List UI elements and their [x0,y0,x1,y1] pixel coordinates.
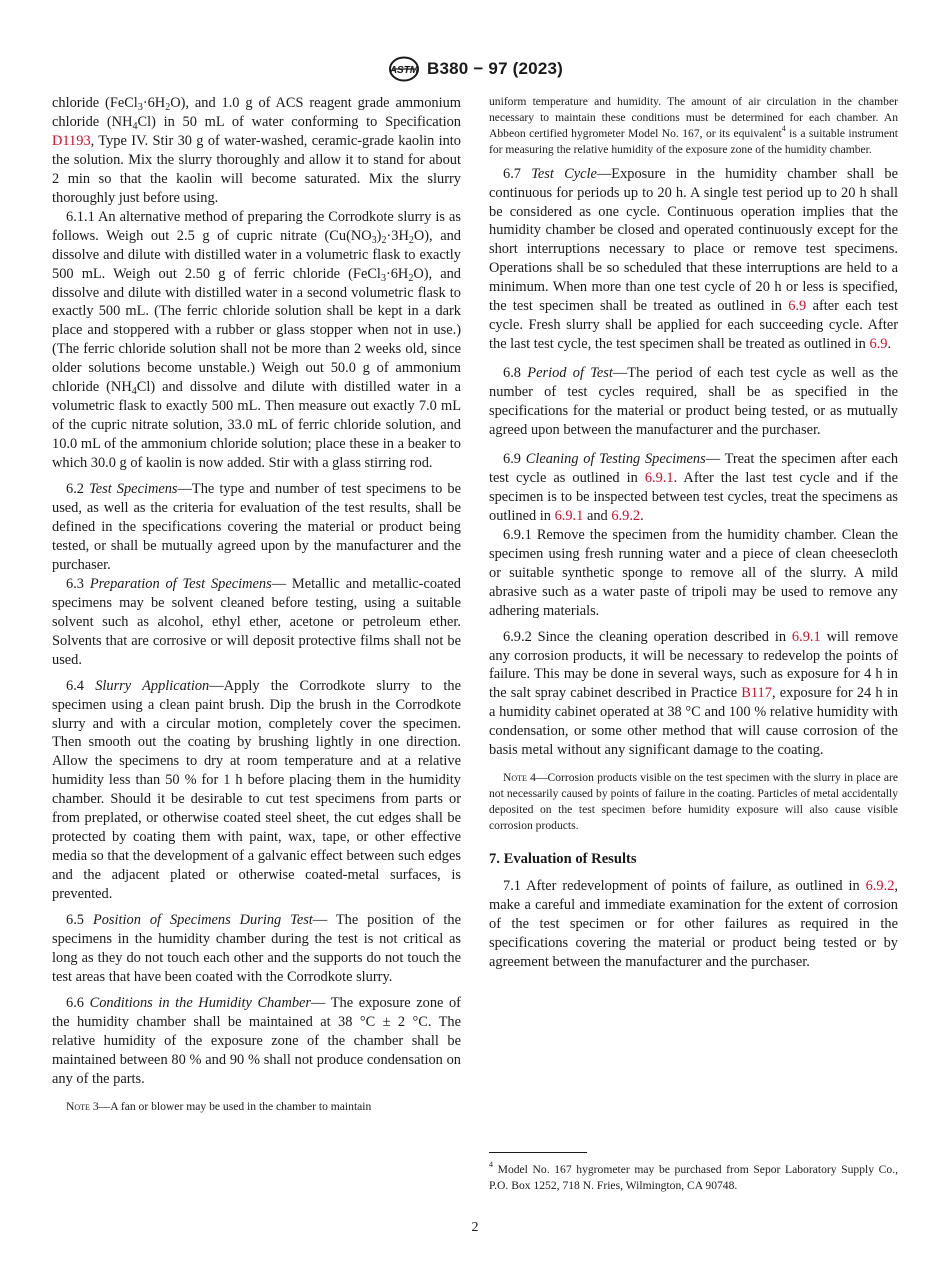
paragraph-6-2: 6.2 Test Specimens—The type and number of test specimens to be used, as well as the criteria for evaluation of the test results, shall be defined in the specifications covering the material or product being tested, or shall be mutually agreed upon by the manufacturer and the purchaser. [52,481,461,573]
paragraph-6-9-2: 6.9.2 Since the cleaning operation described in 6.9.1 will remove any corrosion products, it will be necessary to redevelop the points of failure. This may be done in several ways, such as exposure for 4 h in the salt spray cabinet described in Practice B117, exposure for 24 h in a humidity cabinet operated at 38 °C and 100 % relative humidity with condensation, or some other method that will cause corrosion of the basis metal without any significant damage to the coating. [489,628,899,759]
footnote-4: $^4$ Model No. 167 hygrometer may be purchased from Sepor Laboratory Supply Co., P.O. Box 1252, 718 N. Fries, Wilmington, CA 90748. [489,1160,898,1192]
left-column [52,94,461,1115]
link-6-9-2[interactable]: 6.9.2 [865,877,895,894]
paragraph-6-3: 6.3 Preparation of Test Specimens— Metallic and metallic-coated specimens may be solvent cleaned before testing, using a suitable solvent such as alcohol, ethyl ether, acetone or petroleum ether. Solvents that are corrosive or will deposit protective films shall not be used. [52,575,461,668]
paragraph-6-5: 6.5 Position of Specimens During Test— The position of the specimens in the humidity chamber during the test is not critical as long as they do not touch each other and the supports do not touch the test areas that have been coated with the Corrodkote slurry. [52,912,461,985]
document-designation: B380 − 97 (2023) [427,59,563,78]
note-3-continued: uniform temperature and humidity. The amount of air circulation in the chamber necessary to maintain these conditions must be determined for each chamber. An Abbeon certified hygrometer Model No. 167, or its equivalent$^4$ is a suitable instrument for measuring the relative humidity of the exposure zone of the humidity chamber. [489,95,899,156]
astm-logo-icon [387,56,421,82]
note-3: Note 3—A fan or blower may be used in the chamber to maintain [66,1099,372,1113]
link-6-9-1[interactable]: 6.9.1 [554,507,584,524]
link-6-9-1[interactable]: 6.9.1 [644,469,674,486]
link-b117[interactable]: B117 [741,685,772,702]
note-4: Note 4—Corrosion products visible on the test specimen with the slurry in place are not necessarily caused by points of failure in the coating. Particles of metal accidentally deposited on the test specimen before humidity exposure will also cause visible corrosion products. [489,771,898,832]
svg-text:ASTM: ASTM [389,65,419,76]
paragraph-6-1-1: 6.1.1 An alternative method of preparing the Corrodkote slurry is as follows. Weigh out 2.5 g of cupric nitrate $(Cu(NO_3)_2\cdot 3H_2O)$, and dissolve and dilute with distilled water in a volumetric flask to exactly 500 mL. Weigh out 2.50 g of ferric chloride $(FeCl_3\cdot 6H_2O)$, and dissolve and dilute with distilled water in a second volumetric flask to exactly 500 mL. (The ferric chloride solution shall be kept in a dark place and stoppered with a rubber or glass stopper when not in use.) (The ferric chloride solution shall not be more than 2 weeks old, since older solutions become unstable.) Weigh out 50.0 g of ammonium chloride $(NH_4Cl)$ and dissolve and dilute with distilled water in a volumetric flask to exactly 500 mL. Then measure out exactly 7.0 mL of the cupric nitrate solution, 33.0 mL of ferric chloride solution, and 10.0 mL of the ammonium chloride solution; place these in a beaker to which 30.0 g of kaolin is now added. Stir with a glass stirring rod. [52,208,461,472]
paragraph-6-9: 6.9 Cleaning of Testing Specimens— Treat the specimen after each test cycle as outlined in 6.9.1. After the last test cycle and if the specimen is to be inspected between test cycles, treat the specimens as outlined in 6.9.1 and 6.9.2. [489,450,899,524]
link-d1193[interactable]: D1193 [52,132,91,149]
page-header [0,56,950,82]
paragraph-6-1-continued: chloride $(FeCl_3\cdot 6H_2O)$, and 1.0 g of ACS reagent grade ammonium chloride $(NH_4Cl)$ in 50 mL of water conforming to Specification D1193, Type IV. Stir 30 g of water-washed, ceramic-grade kaolin into the solution. Mix the slurry thoroughly and allow it to stand for about 2 min so that the kaolin will become saturated. Mix the slurry thoroughly just before using. [52,95,461,206]
link-6-9[interactable]: 6.9 [788,298,807,315]
page-number: 2 [471,1220,479,1235]
paragraph-6-4: 6.4 Slurry Application—Apply the Corrodkote slurry to the specimen using a clean paint brush. Dip the brush in the Corrodkote slurry and with a circular motion, completely cover the specimen. Then smooth out the coating by brushing lightly in one direction. Allow the specimens to dry at room temperature and at a relative humidity less than 50 % for 1 h before placing them in the humidity chamber. Should it be desirable to cut test specimens from parts or from preplated, or otherwise coated steel sheet, the cut edges shall be protected by coating them with paint, wax, tape, or other effective media so that the development of a galvanic effect between such edges and the adjacent plated or otherwise coated-metal surfaces, is prevented. [52,677,461,903]
link-6-9-1[interactable]: 6.9.1 [791,628,821,645]
link-6-9-2[interactable]: 6.9.2 [611,507,641,524]
paragraph-6-8: 6.8 Period of Test—The period of each test cycle as well as the number of test cycles required, shall be as specified in the specifications for the material or product being tested, or as mutually agreed upon between the manufacturer and the purchaser. [489,365,899,439]
paragraph-7-1: 7.1 After redevelopment of points of failure, as outlined in 6.9.2, make a careful and immediate examination for the extent of corrosion of the test specimen or for other failures as required in the specifications covering the material or product being tested or by agreement between the manufacturer and the purchaser. [489,877,898,970]
paragraph-6-6: 6.6 Conditions in the Humidity Chamber— The exposure zone of the humidity chamber shall be maintained at 38 °C ± 2 °C. The relative humidity of the exposure zone of the chamber shall be maintained between 80 % and 90 % shall not produce condensation on any of the parts. [52,994,461,1087]
paragraph-6-7: 6.7 Test Cycle—Exposure in the humidity chamber shall be continuous for periods up to 20 h. A single test period up to 20 h shall be considered as one cycle. Continuous operation implies that the humidity chamber be closed and operated continuously except for the short interruptions necessary to place or remove test specimens. Operations shall be so scheduled that these interruptions are held to a minimum. When more than one test cycle of 20 h or less is specified, the test specimen shall be treated as outlined in 6.9 after each test cycle. Fresh slurry shall be applied for each succeeding cycle. After the last test cycle, the test specimen shall be treated as outlined in 6.9. [489,165,899,353]
section-7-heading: 7. Evaluation of Results [489,850,637,867]
link-6-9[interactable]: 6.9 [869,336,888,353]
footnote-divider [489,1152,587,1153]
paragraph-6-9-1: 6.9.1 Remove the specimen from the humidity chamber. Clean the specimen using fresh running water and a piece of clean cheesecloth or suitable synthetic sponge to remove all of the slurry. A mild abrasive such as a water paste of tripoli may be used to remove any adhering materials. [489,526,898,619]
right-column [489,94,898,972]
